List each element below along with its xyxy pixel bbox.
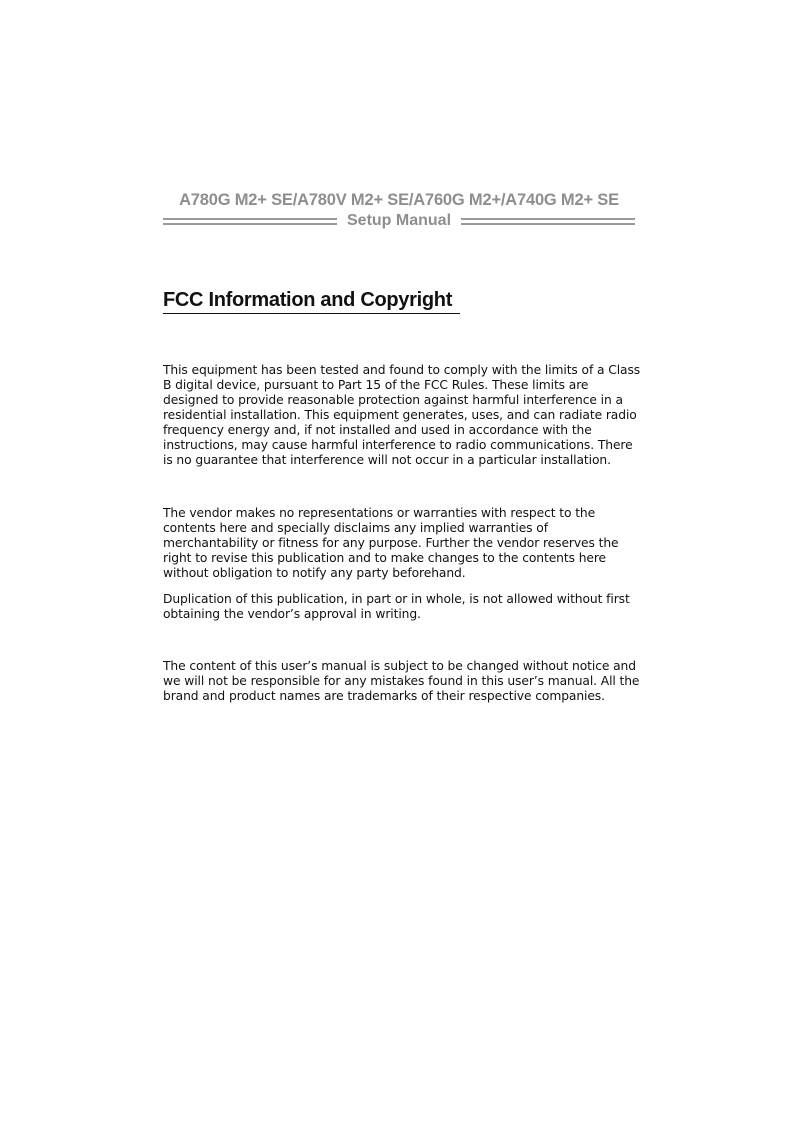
header-rule-right — [461, 218, 635, 225]
paragraph-warranty-disclaimer: The vendor makes no representations or warranties with respect to the contents here and specially disclaims any implied warranties of merchantability or fitness for any purpose. Further the vendor reserves the right to revise this publication and to make changes to the contents here without obligation to notify any party beforehand. — [163, 506, 619, 580]
header-subtitle-row — [163, 211, 635, 231]
paragraph-fcc-compliance: This equipment has been tested and found to comply with the limits of a Class B digital device, pursuant to Part 15 of the FCC Rules. These limits are designed to provide reasonable protection against harmful interference in a residential installation. This equipment generates, uses, and can radiate radio frequency energy and, if not installed and used in accordance with the instructions, may cause harmful interference to radio communications. There is no guarantee that interference will not occur in a particular installation. — [163, 363, 641, 467]
document-header — [163, 190, 635, 231]
paragraph-duplication: Duplication of this publication, in part or in whole, is not allowed without first obtaining the vendor’s approval in writing. — [163, 592, 630, 621]
section-heading: FCC Information and Copyright — [163, 288, 460, 314]
header-title: A780G M2+ SE/A780V M2+ SE/A760G M2+/A740G M2+ SE — [179, 191, 619, 209]
header-rule-left — [163, 218, 337, 225]
header-subtitle: Setup Manual — [347, 212, 452, 229]
paragraph-content-changes: The content of this user’s manual is subject to be changed without notice and we will not be responsible for any mistakes found in this user’s manual. All the brand and product names are trademarks of their respective companies. — [163, 659, 640, 703]
